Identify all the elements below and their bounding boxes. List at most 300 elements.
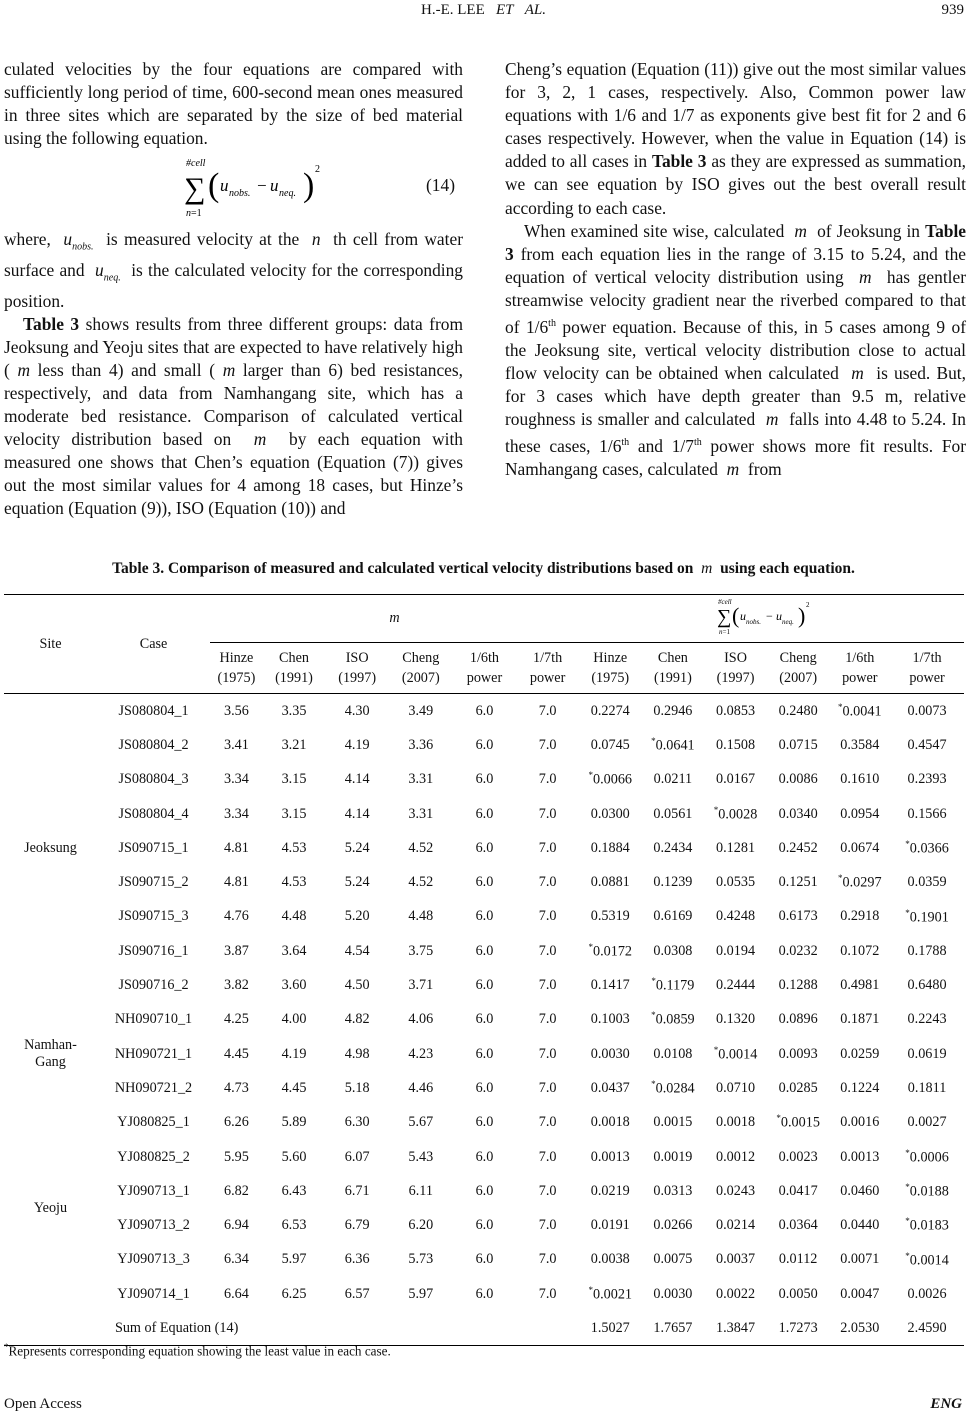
value-cell: 5.24 [344, 839, 370, 856]
value-cell: 0.0619 [907, 1045, 947, 1062]
table-row [4, 1277, 964, 1311]
table-row [4, 1071, 964, 1105]
column-header: 1/6th power [453, 643, 517, 694]
value-cell: 0.1239 [653, 874, 693, 891]
value-cell: 4.14 [344, 771, 370, 788]
value-cell: 6.0 [475, 942, 494, 959]
value-cell: 0.0211 [653, 771, 693, 788]
value-cell: 7.0 [538, 1217, 557, 1234]
value-cell: 0.1251 [778, 874, 818, 891]
running-title: H.-E. LEE ET AL. [421, 2, 546, 18]
svg-text:n=1: n=1 [186, 208, 202, 220]
value-cell: 6.0 [475, 908, 494, 925]
right-para-1: Cheng’s equation (Equation (11)) give out the most similar values for 3, 2, 1 cases, respectively. Also, Common power law equations with 1/6 and 1/7 as exponents give best fit for 2 and 6 cases respectively. However, when the value in Equation (14) is added to all cases in Table 3 as they are expressed as summation, we can see equation by ISO gives out the best overall result according to each case. [505, 59, 967, 218]
sum-value: 2.4590 [890, 1311, 964, 1346]
value-cell: 3.41 [223, 736, 249, 753]
value-cell: 4.52 [408, 874, 434, 891]
header-site: Site [4, 595, 97, 694]
value-cell: 0.4248 [716, 908, 756, 925]
column-header: 1/6th power [829, 643, 890, 694]
column-header: Cheng (2007) [767, 643, 830, 694]
value-cell: 4.81 [223, 874, 249, 891]
value-cell: 5.89 [281, 1114, 307, 1131]
value-cell: 0.0026 [907, 1285, 947, 1302]
case-cell: JS090716_1 [118, 942, 189, 959]
value-cell: 4.19 [281, 1045, 307, 1062]
value-cell: 0.0440 [840, 1217, 880, 1234]
value-cell: 0.6480 [907, 977, 947, 994]
column-header: ISO (1997) [325, 643, 389, 694]
svg-text:2: 2 [806, 601, 810, 609]
value-cell: 6.11 [408, 1182, 433, 1199]
value-cell: 0.1566 [907, 805, 947, 822]
table-row [4, 900, 964, 934]
value-cell: 0.0300 [590, 805, 630, 822]
value-cell: 4.30 [344, 702, 370, 719]
value-cell: 0.0460 [840, 1182, 880, 1199]
value-cell: 0.2946 [653, 702, 693, 719]
right-para-2: When examined site wise, calculated m of Jeoksung in Table 3 from each equation lies in the range of 3.15 to 5.24, and the equation of vertical velocity distribution using m has gentler streamwise velocity gradient near the riverbed compared to that of 1/6th power equation. Because of this, in 5 cases among 9 of the Jeoksung site, vertical velocity distribution close to actual flow velocity can be obtained when calculated m is used. But, for 3 cases which have depth greater than 9.5 m, relative roughness is smaller and calculated m falls into 4.48 to 5.24. In these cases, 1/6th and 1/7th power shows more fit results. For Namhangang cases, calculated m from [505, 220, 966, 480]
value-cell: 4.53 [281, 874, 307, 891]
table-row [4, 968, 964, 1002]
value-cell: 0.6169 [653, 908, 693, 925]
value-cell: 0.0038 [590, 1251, 630, 1268]
table-row [4, 1174, 964, 1208]
table-row [4, 1106, 964, 1140]
equation-14 [4, 150, 463, 228]
value-cell: 0.0954 [840, 805, 880, 822]
value-cell: 6.0 [475, 1217, 494, 1234]
value-cell: 0.0023 [778, 1148, 818, 1165]
value-cell: 4.45 [223, 1045, 249, 1062]
caption-text-pre: Table 3. Comparison of measured and calculated vertical velocity distributions based on [112, 560, 694, 577]
value-cell: 4.76 [223, 908, 249, 925]
value-cell: 3.71 [408, 977, 434, 994]
value-cell: 3.34 [223, 771, 249, 788]
value-cell: *0.0014 [713, 1044, 758, 1063]
value-cell: 6.0 [475, 1045, 494, 1062]
value-cell: 7.0 [538, 736, 557, 753]
value-cell: 0.0313 [653, 1182, 693, 1199]
table-row [4, 1003, 964, 1037]
value-cell: 6.94 [223, 1217, 249, 1234]
value-cell: 0.0037 [716, 1251, 756, 1268]
value-cell: 4.73 [223, 1079, 249, 1096]
value-cell: 6.43 [281, 1182, 307, 1199]
value-cell: 6.57 [344, 1285, 370, 1302]
case-cell: JS090715_1 [118, 839, 189, 856]
value-cell: 0.0073 [907, 702, 947, 719]
value-cell: 4.50 [344, 977, 370, 994]
value-cell: 5.18 [344, 1079, 370, 1096]
value-cell: 4.48 [408, 908, 434, 925]
caption-var: m [701, 560, 713, 577]
value-cell: 6.64 [223, 1285, 249, 1302]
svg-text:∑: ∑ [717, 606, 732, 628]
value-cell: 6.36 [344, 1251, 370, 1268]
equation-number: (14) [426, 175, 455, 196]
right-column [505, 58, 966, 481]
value-cell: 5.43 [408, 1148, 434, 1165]
left-para-1: culated velocities by the four equations are compared with sufficiently long period of time, 600-second mean ones measured in three sites which are separated by the size of bed material using the following equation. [4, 59, 463, 149]
value-cell: 5.20 [344, 908, 370, 925]
value-cell: 0.5319 [590, 908, 630, 925]
value-cell: 6.25 [281, 1285, 307, 1302]
value-cell: 7.0 [538, 839, 557, 856]
value-cell: 0.1281 [716, 839, 756, 856]
table-row [4, 1037, 964, 1071]
value-cell: 0.0013 [590, 1148, 630, 1165]
value-cell: 4.45 [281, 1079, 307, 1096]
value-cell: 0.0019 [653, 1148, 693, 1165]
column-header: 1/7th power [516, 643, 579, 694]
value-cell: *0.0366 [905, 838, 949, 857]
value-cell: 0.0715 [778, 736, 818, 753]
value-cell: *0.1179 [651, 976, 695, 994]
table-row [4, 1243, 964, 1277]
svg-text:u: u [740, 609, 747, 623]
value-cell: 7.0 [538, 942, 557, 959]
value-cell: 7.0 [538, 771, 557, 788]
value-cell: 7.0 [538, 1114, 557, 1131]
table-footnote: *Represents corresponding equation showing the least value in each case. [4, 1342, 391, 1359]
left-column [4, 58, 463, 520]
case-cell: JS090715_3 [118, 908, 189, 925]
value-cell: 4.81 [223, 839, 249, 856]
value-cell: *0.0641 [651, 736, 695, 754]
value-cell: 7.0 [538, 1079, 557, 1096]
case-cell: JS080804_3 [118, 771, 189, 788]
value-cell: 0.1508 [716, 736, 756, 753]
value-cell: 7.0 [538, 1251, 557, 1268]
value-cell: 0.2452 [778, 839, 818, 856]
table-row [4, 728, 964, 762]
value-cell: 6.0 [475, 1079, 494, 1096]
value-cell: 6.71 [344, 1182, 370, 1199]
value-cell: 0.0075 [653, 1251, 693, 1268]
value-cell: 3.15 [281, 771, 307, 788]
case-cell: YJ080825_2 [117, 1148, 190, 1165]
value-cell: *0.0006 [905, 1147, 949, 1166]
caption-text-post: using each equation. [720, 560, 855, 577]
value-cell: 0.1884 [590, 839, 630, 856]
value-cell: 0.0340 [778, 805, 818, 822]
value-cell: 7.0 [538, 805, 557, 822]
svg-text:neq.: neq. [279, 188, 296, 200]
value-cell: 0.1788 [907, 942, 947, 959]
column-header: 1/7th power [890, 643, 964, 694]
table-row [4, 934, 964, 968]
value-cell: 5.73 [408, 1251, 434, 1268]
sum-value: 1.7657 [642, 1311, 705, 1346]
column-header: Cheng (2007) [389, 643, 453, 694]
value-cell: 3.36 [408, 736, 434, 753]
value-cell: 3.34 [223, 805, 249, 822]
value-cell: 0.1811 [907, 1079, 947, 1096]
svg-text:nobs.: nobs. [229, 188, 251, 200]
table-row [4, 763, 964, 797]
case-cell: JS090715_2 [118, 874, 189, 891]
sum-row [4, 1311, 964, 1346]
value-cell: 0.0561 [653, 805, 693, 822]
value-cell: 4.19 [344, 736, 370, 753]
svg-text:#cell: #cell [186, 158, 206, 170]
table-row [4, 1140, 964, 1174]
value-cell: 6.20 [408, 1217, 434, 1234]
case-cell: JS080804_2 [118, 736, 189, 753]
value-cell: 6.34 [223, 1251, 249, 1268]
column-header: Chen (1991) [642, 643, 705, 694]
value-cell: 6.0 [475, 1182, 494, 1199]
value-cell: *0.0284 [651, 1079, 695, 1097]
value-cell: 0.0710 [716, 1079, 756, 1096]
value-cell: 4.53 [281, 839, 307, 856]
value-cell: 3.82 [223, 977, 249, 994]
value-cell: 0.0015 [653, 1114, 693, 1131]
value-cell: 7.0 [538, 874, 557, 891]
value-cell: *0.0041 [838, 701, 882, 720]
left-para-3: Table 3 shows results from three different groups: data from Jeoksung and Yeoju sites that are expected to have relatively high ( m less than 4) and small ( m larger than 6) bed resistances, respectively, and data from Namhangang site, which has a moderate bed resistance. Comparison of calculated vertical velocity distribution based on m by each equation with measured one shows that Chen’s equation (Equation (7)) gives out the most similar values for 4 among 18 cases, but Hinze’s equation (Equation (9)), ISO (Equation (10)) and [4, 313, 463, 519]
value-cell: *0.0014 [905, 1250, 949, 1269]
value-cell: *0.0066 [588, 770, 632, 789]
value-cell: 7.0 [538, 1011, 557, 1028]
table-row [4, 1208, 964, 1242]
case-cell: NH090710_1 [114, 1011, 193, 1028]
value-cell: 0.0308 [653, 942, 693, 959]
value-cell: 4.23 [408, 1045, 434, 1062]
value-cell: *0.0015 [776, 1113, 820, 1132]
site-cell: Yeoju [33, 1199, 68, 1216]
case-cell: JS090716_2 [118, 977, 189, 994]
value-cell: 6.0 [475, 805, 494, 822]
value-cell: 4.14 [344, 805, 370, 822]
value-cell: 5.95 [223, 1148, 249, 1165]
value-cell: 5.97 [408, 1285, 434, 1302]
value-cell: 6.0 [475, 1011, 494, 1028]
case-cell: YJ080825_1 [117, 1114, 190, 1131]
value-cell: 0.0012 [716, 1148, 756, 1165]
value-cell: 0.0417 [778, 1182, 818, 1199]
value-cell: *0.0297 [838, 873, 882, 891]
sum-value: 2.0530 [829, 1311, 890, 1346]
value-cell: 0.0167 [716, 771, 756, 788]
value-cell: 3.15 [281, 805, 307, 822]
value-cell: 0.2274 [590, 702, 630, 719]
site-cell: Namhan- Gang [24, 1037, 77, 1071]
value-cell: 7.0 [538, 1182, 557, 1199]
value-cell: *0.1901 [905, 907, 949, 926]
sum-label: Sum of Equation (14) [97, 1311, 389, 1346]
value-cell: 3.31 [408, 771, 434, 788]
value-cell: 0.1288 [778, 977, 818, 994]
value-cell: 0.2480 [778, 702, 818, 719]
value-cell: 6.79 [344, 1217, 370, 1234]
svg-text:#cell: #cell [718, 598, 733, 606]
value-cell: 5.60 [281, 1148, 307, 1165]
value-cell: 0.0018 [590, 1114, 630, 1131]
value-cell: 7.0 [538, 1045, 557, 1062]
value-cell: 0.1072 [840, 942, 880, 959]
case-cell: JS080804_1 [118, 702, 189, 719]
value-cell: 0.2918 [840, 908, 880, 925]
value-cell: 0.0881 [590, 874, 630, 891]
case-cell: YJ090713_2 [117, 1217, 190, 1234]
svg-text:neq.: neq. [782, 618, 795, 626]
value-cell: 4.00 [281, 1011, 307, 1028]
value-cell: 6.0 [475, 1148, 494, 1165]
value-cell: 0.4547 [907, 736, 947, 753]
value-cell: 0.1871 [840, 1011, 880, 1028]
svg-text:(: ( [208, 167, 220, 205]
value-cell: 3.60 [281, 977, 307, 994]
table-caption [0, 560, 967, 578]
value-cell: 0.0018 [716, 1114, 756, 1131]
value-cell: 0.0359 [907, 874, 947, 891]
value-cell: 3.35 [281, 702, 307, 719]
value-cell: 0.0047 [840, 1285, 880, 1302]
value-cell: 3.21 [281, 736, 307, 753]
value-cell: 0.1003 [590, 1011, 630, 1028]
value-cell: 0.0086 [778, 771, 818, 788]
sum-value: 1.3847 [704, 1311, 767, 1346]
value-cell: 4.52 [408, 839, 434, 856]
value-cell: 0.0112 [778, 1251, 818, 1268]
value-cell: 6.53 [281, 1217, 307, 1234]
value-cell: 0.1417 [590, 977, 630, 994]
case-cell: YJ090713_3 [117, 1251, 190, 1268]
value-cell: 0.2393 [907, 771, 947, 788]
table-row [4, 865, 964, 899]
value-cell: 3.56 [223, 702, 249, 719]
value-cell: 0.0022 [716, 1285, 756, 1302]
value-cell: 0.0194 [716, 942, 756, 959]
results-table [4, 594, 964, 1346]
footer-open-access: Open Access [4, 1396, 82, 1412]
case-cell: NH090721_1 [114, 1045, 193, 1062]
value-cell: 6.0 [475, 977, 494, 994]
value-cell: 0.0364 [778, 1217, 818, 1234]
value-cell: 0.0219 [590, 1182, 630, 1199]
value-cell: 7.0 [538, 977, 557, 994]
value-cell: 4.82 [344, 1011, 370, 1028]
value-cell: 7.0 [538, 908, 557, 925]
table-row [4, 694, 964, 729]
value-cell: 6.0 [475, 1114, 494, 1131]
value-cell: 5.67 [408, 1114, 434, 1131]
value-cell: 7.0 [538, 1148, 557, 1165]
svg-text:): ) [798, 603, 806, 628]
value-cell: 3.64 [281, 942, 307, 959]
svg-text:u: u [270, 176, 279, 196]
value-cell: 6.0 [475, 771, 494, 788]
equation-formula [182, 156, 342, 227]
value-cell: *0.0021 [588, 1284, 632, 1303]
left-para-2: where, $u_{nobs.}$ is measured velocity at the n th cell from water surface and $u_{neq.}$ is the calculated velocity for the corresponding position. [4, 229, 463, 311]
value-cell: 6.07 [344, 1148, 370, 1165]
value-cell: 6.82 [223, 1182, 249, 1199]
value-cell: 3.87 [223, 942, 249, 959]
value-cell: 0.1610 [840, 771, 880, 788]
value-cell: 0.0030 [590, 1045, 630, 1062]
value-cell: 4.48 [281, 908, 307, 925]
column-header: Hinze (1975) [210, 643, 263, 694]
svg-text:u: u [776, 609, 783, 623]
value-cell: 0.3584 [840, 736, 880, 753]
value-cell: 5.97 [281, 1251, 307, 1268]
svg-text:nobs.: nobs. [746, 618, 762, 626]
column-header: ISO (1997) [704, 643, 767, 694]
value-cell: 0.0243 [716, 1182, 756, 1199]
svg-text:−: − [766, 609, 774, 623]
value-cell: 4.06 [408, 1011, 434, 1028]
value-cell: 0.0071 [840, 1251, 880, 1268]
case-cell: YJ090714_1 [117, 1285, 190, 1302]
svg-text:): ) [303, 167, 315, 205]
value-cell: 0.0437 [590, 1079, 630, 1096]
value-cell: 3.49 [408, 702, 434, 719]
value-cell: 0.0108 [653, 1045, 693, 1062]
value-cell: 0.0016 [840, 1114, 880, 1131]
value-cell: 0.0535 [716, 874, 756, 891]
value-cell: 0.0030 [653, 1285, 693, 1302]
value-cell: 0.0232 [778, 942, 818, 959]
value-cell: 0.2243 [907, 1011, 947, 1028]
column-header: Hinze (1975) [579, 643, 642, 694]
svg-text:u: u [220, 176, 229, 196]
value-cell: 3.75 [408, 942, 434, 959]
svg-text:∑: ∑ [184, 172, 206, 206]
value-cell: 0.0191 [590, 1217, 630, 1234]
page-header [0, 2, 967, 24]
sum-value: 1.5027 [579, 1311, 642, 1346]
value-cell: 4.46 [408, 1079, 434, 1096]
value-cell: *0.0183 [905, 1216, 949, 1234]
value-cell: 0.0027 [907, 1114, 947, 1131]
value-cell: 0.0896 [778, 1011, 818, 1028]
case-cell: NH090721_2 [114, 1079, 193, 1096]
value-cell: 7.0 [538, 702, 557, 719]
value-cell: 6.0 [475, 1285, 494, 1302]
table-row [4, 797, 964, 831]
value-cell: 0.0013 [840, 1148, 880, 1165]
value-cell: 0.6173 [778, 908, 818, 925]
footer-journal-brand: ENG [930, 1396, 962, 1412]
case-cell: YJ090713_1 [117, 1182, 190, 1199]
value-cell: 4.98 [344, 1045, 370, 1062]
value-cell: 0.2444 [716, 977, 756, 994]
value-cell: *0.0188 [905, 1181, 949, 1200]
site-cell: Jeoksung [24, 839, 77, 856]
value-cell: 6.30 [344, 1114, 370, 1131]
column-header: Chen (1991) [263, 643, 326, 694]
value-cell: 6.0 [475, 839, 494, 856]
value-cell: 6.0 [475, 1251, 494, 1268]
value-cell: 6.0 [475, 874, 494, 891]
value-cell: 0.0745 [590, 736, 630, 753]
value-cell: 4.25 [223, 1011, 249, 1028]
value-cell: 0.0266 [653, 1217, 693, 1234]
svg-text:2: 2 [315, 164, 320, 176]
page-footer [4, 1396, 962, 1413]
value-cell: 0.0050 [778, 1285, 818, 1302]
value-cell: 0.0259 [840, 1045, 880, 1062]
value-cell: 5.24 [344, 874, 370, 891]
case-cell: JS080804_4 [118, 805, 189, 822]
value-cell: 0.1320 [716, 1011, 756, 1028]
value-cell: 0.0674 [840, 839, 880, 856]
value-cell: *0.0859 [651, 1010, 695, 1029]
table-row [4, 831, 964, 865]
